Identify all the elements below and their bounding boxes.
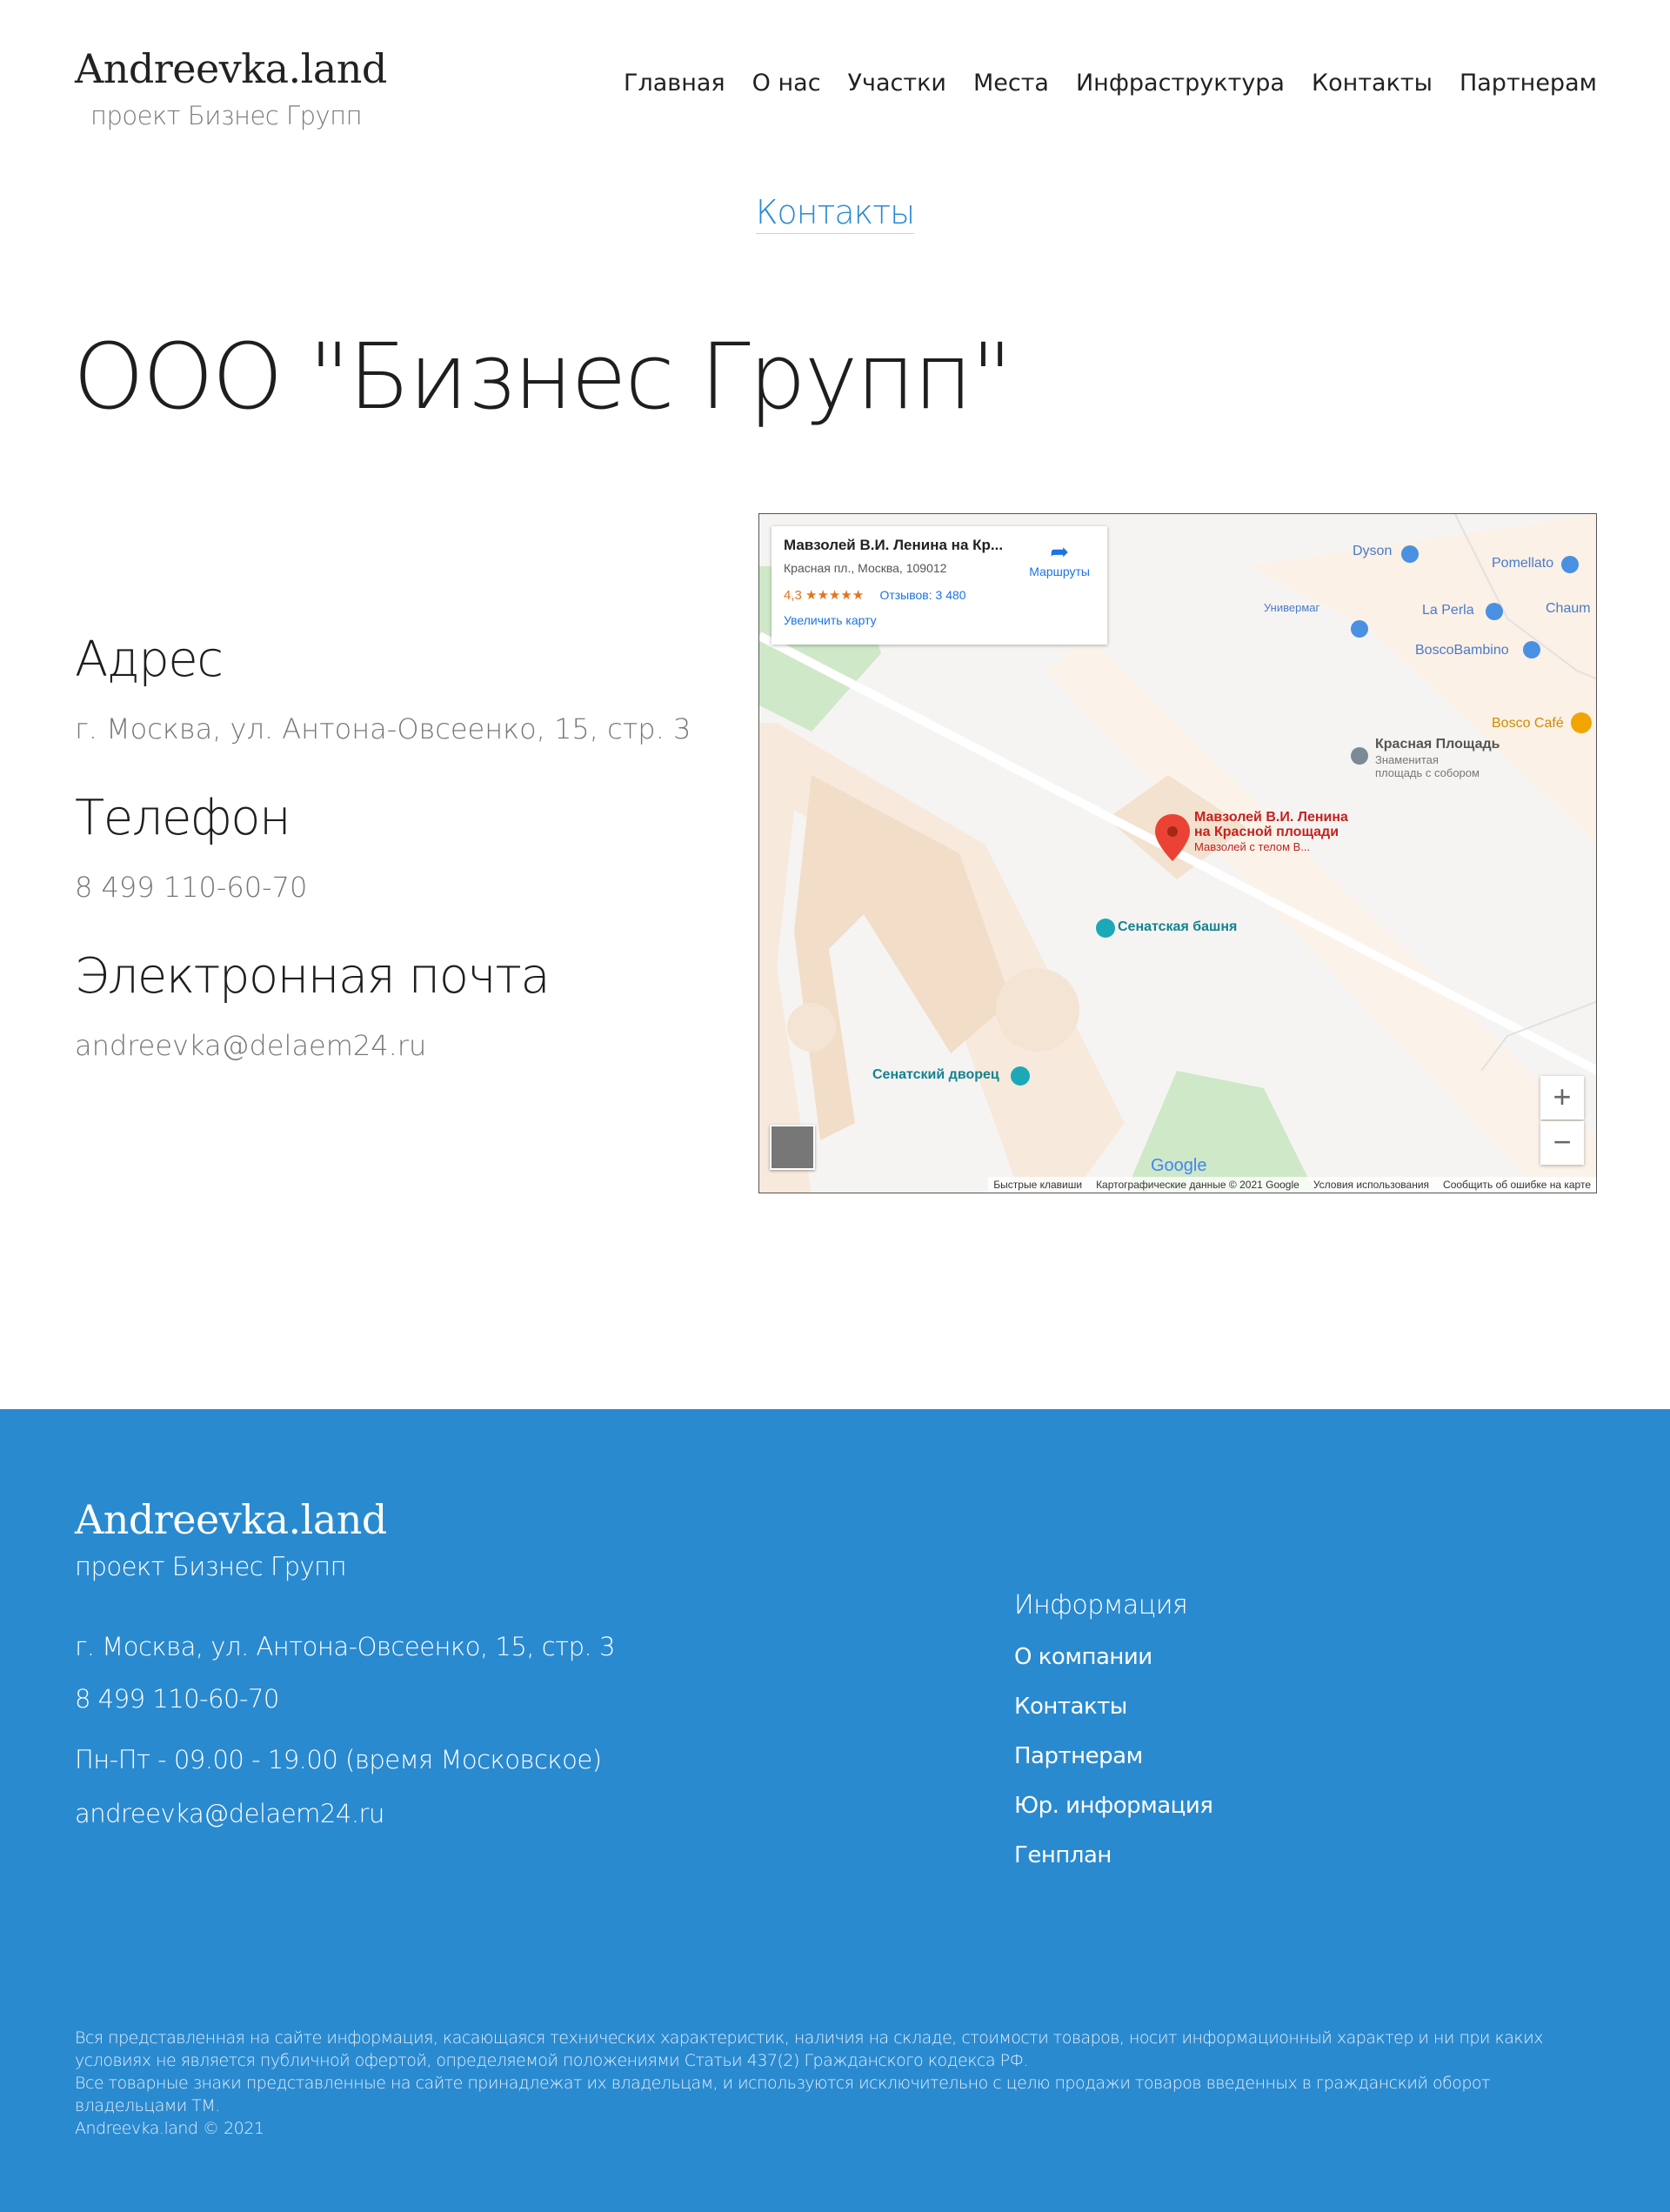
map-poi-mausoleum-desc: Мавзолей с телом В...: [1194, 840, 1311, 853]
footer-copyright: Andreevka.land © 2021: [75, 2119, 264, 2138]
email-heading: Электронная почта: [75, 948, 550, 1005]
map-poi-senate-tower[interactable]: Сенатская башня: [1118, 919, 1238, 934]
nav-partners[interactable]: Партнерам: [1459, 70, 1597, 97]
footer-link-partners[interactable]: Партнерам: [1014, 1743, 1143, 1769]
address-value: г. Москва, ул. Антона-Овсеенко, 15, стр. 3: [75, 712, 691, 745]
map-poi-laperla[interactable]: La Perla: [1422, 603, 1474, 618]
nav-about[interactable]: О нас: [752, 70, 821, 97]
map-poi-boscobambino[interactable]: BoscoBambino: [1415, 643, 1509, 658]
footer-link-about[interactable]: О компании: [1014, 1644, 1152, 1670]
footer-hours: Пн-Пт - 09.00 - 19.00 (время Московское): [75, 1745, 602, 1774]
footer-legal-disclaimer: Вся представленная на сайте информация, касающаяся технических характеристик, наличия на складе, стоимости товаров, носит информационный характер и ни при каких условиях не является публичной офертой, определяемой положениями Статьи 437(2) Гражданского кодекса РФ.: [75, 2028, 1543, 2070]
page-title: ООО "Бизнес Групп": [73, 324, 1012, 430]
google-logo: Google: [1151, 1156, 1207, 1175]
footer-subtitle: проект Бизнес Групп: [75, 1552, 347, 1581]
map-route-button[interactable]: [1029, 538, 1090, 578]
phone-value[interactable]: 8 499 110-60-70: [75, 871, 308, 904]
nav-plots[interactable]: Участки: [847, 70, 946, 97]
site-logo[interactable]: Andreevka.land: [75, 45, 387, 92]
map-poi-dyson[interactable]: Dyson: [1353, 544, 1393, 558]
footer-link-masterplan[interactable]: Генплан: [1014, 1842, 1112, 1868]
star-rating-icon: ★★★★★: [805, 588, 865, 603]
satellite-toggle-icon[interactable]: [770, 1125, 815, 1170]
footer-address: г. Москва, ул. Антона-Овсеенко, 15, стр. 3: [75, 1632, 615, 1661]
map-poi-mausoleum-line2[interactable]: на Красной площади: [1194, 825, 1339, 839]
embedded-map[interactable]: [758, 513, 1597, 1193]
map-rating-row: [784, 587, 1095, 603]
address-heading: Адрес: [75, 632, 223, 688]
footer-link-contacts[interactable]: Контакты: [1014, 1694, 1127, 1720]
map-reviews-link[interactable]: Отзывов: 3 480: [879, 588, 966, 602]
map-place-title: Мавзолей В.И. Ленина на Кр...: [784, 537, 1004, 553]
map-route-label: Маршруты: [1029, 565, 1090, 578]
footer-phone[interactable]: 8 499 110-60-70: [75, 1684, 279, 1714]
page-tab: [0, 193, 1670, 234]
directions-icon: ➦: [1050, 538, 1070, 565]
map-zoom-in-button[interactable]: +: [1540, 1076, 1584, 1119]
map-poi-boscocafe[interactable]: Bosco Café: [1492, 716, 1564, 731]
map-report-link[interactable]: Сообщить об ошибке на карте: [1443, 1179, 1591, 1191]
map-poi-univermag[interactable]: Универмаг: [1264, 601, 1320, 614]
main-nav: [624, 70, 1597, 97]
map-terms-link[interactable]: Условия использования: [1313, 1179, 1430, 1191]
map-poi-mausoleum-line1[interactable]: Мавзолей В.И. Ленина: [1194, 810, 1348, 825]
nav-infrastructure[interactable]: Инфраструктура: [1075, 70, 1285, 97]
map-zoom-out-button[interactable]: −: [1540, 1121, 1584, 1165]
footer-legal-trademarks: Все товарные знаки представленные на сайте принадлежат их владельцам, и используются исключительно с целю продажи товаров введенных в гражданский оборот владельцами ТМ.: [75, 2074, 1490, 2115]
footer-email[interactable]: andreevka@delaem24.ru: [75, 1799, 384, 1828]
map-shortcuts-link[interactable]: Быстрые клавиши: [993, 1179, 1083, 1191]
map-attribution: [988, 1177, 1596, 1193]
site-footer: [0, 1409, 1670, 2212]
map-poi-redsquare[interactable]: Красная Площадь: [1375, 737, 1500, 752]
email-value[interactable]: andreevka@delaem24.ru: [75, 1029, 427, 1062]
phone-block: [75, 790, 307, 904]
phone-heading: Телефон: [75, 790, 291, 846]
nav-contacts[interactable]: Контакты: [1311, 70, 1433, 97]
footer-legal: [75, 2027, 1588, 2140]
map-rating: 4,3: [784, 588, 802, 603]
footer-link-legal[interactable]: Юр. информация: [1014, 1793, 1213, 1819]
address-block: [75, 632, 691, 745]
nav-places[interactable]: Места: [972, 70, 1049, 97]
footer-info-column: [1014, 1590, 1212, 1868]
nav-home[interactable]: Главная: [624, 70, 725, 97]
map-enlarge-link[interactable]: Увеличить карту: [784, 613, 877, 627]
site-header: [0, 0, 1670, 165]
page-tab-label[interactable]: Контакты: [756, 193, 914, 234]
map-poi-chaum[interactable]: Chaum: [1546, 601, 1591, 616]
map-poi-senate-palace[interactable]: Сенатский дворец: [872, 1067, 999, 1082]
map-poi-pomellato[interactable]: Pomellato: [1492, 556, 1554, 571]
site-subtitle: проект Бизнес Групп: [90, 101, 363, 130]
map-poi-redsquare-desc2: площадь с собором: [1375, 766, 1480, 779]
map-place-address: Красная пл., Москва, 109012: [784, 561, 947, 575]
map-poi-redsquare-desc1: Знаменитая: [1375, 753, 1439, 766]
footer-info-heading: Информация: [1014, 1590, 1188, 1621]
map-info-card: [772, 526, 1107, 645]
email-block: [75, 948, 549, 1062]
footer-logo[interactable]: Andreevka.land: [75, 1496, 387, 1543]
map-data-credit: Картографические данные © 2021 Google: [1096, 1179, 1299, 1191]
